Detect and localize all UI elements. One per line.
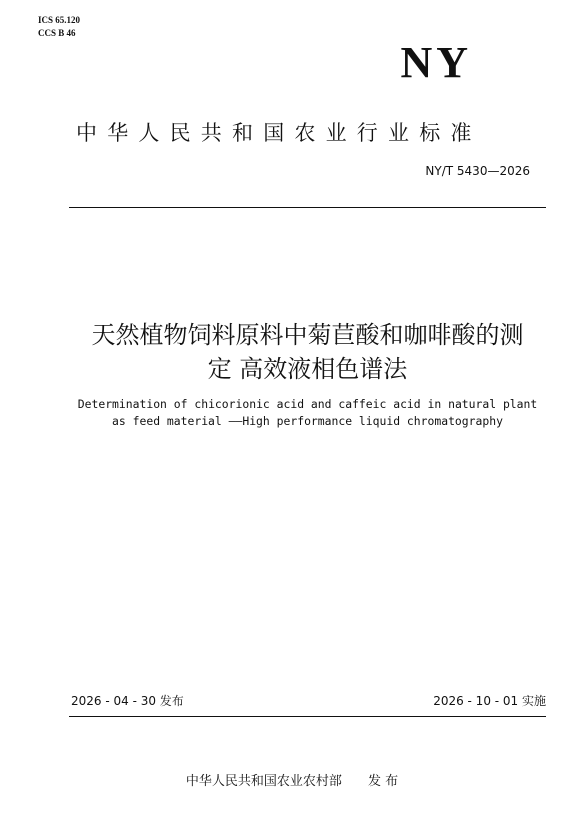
english-title [50, 396, 565, 430]
ccs-code: CCS B 46 [38, 28, 76, 38]
top-divider [69, 207, 546, 208]
chinese-title-line-2: 定 高效液相色谱法 [207, 355, 408, 383]
bottom-divider [69, 716, 546, 717]
english-title-line-2: as feed material ——High performance liquid chromatography [112, 414, 503, 428]
english-title-line-1: Determination of chicorionic acid and caffeic acid in natural plant [77, 397, 538, 411]
standard-type-heading: 中华人民共和国农业行业标准 [76, 121, 482, 145]
issue-date: 2026 - 04 - 30 发布 [71, 694, 184, 708]
issuer-name: 中华人民共和国农业农村部 [185, 774, 342, 789]
issuer-action: 发 布 [367, 774, 399, 789]
chinese-title [60, 318, 555, 386]
ny-logo: NY [400, 38, 472, 87]
classification-codes [38, 14, 80, 40]
issuer-line [0, 773, 584, 791]
chinese-title-line-1: 天然植物饲料原料中菊苣酸和咖啡酸的测 [91, 321, 524, 349]
ics-code: ICS 65.120 [38, 15, 81, 25]
implementation-date: 2026 - 10 - 01 实施 [433, 694, 546, 708]
standard-number: NY/T 5430—2026 [425, 164, 530, 178]
